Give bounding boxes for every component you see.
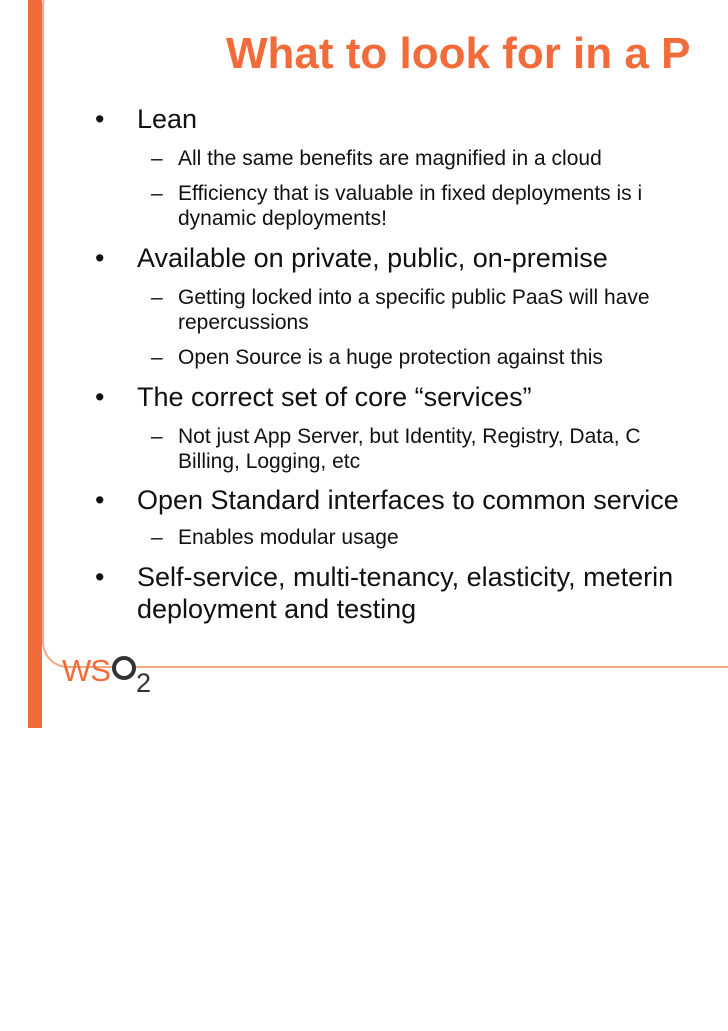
bullet-continuation bbox=[137, 594, 416, 624]
dash-glyph: – bbox=[151, 346, 163, 369]
wso2-o-icon bbox=[112, 656, 136, 680]
bullet-item bbox=[95, 562, 674, 592]
sub-bullet-item bbox=[151, 146, 602, 171]
bullet-item bbox=[95, 104, 198, 134]
bullet-text: Open Standard interfaces to common service bbox=[137, 485, 679, 515]
bullet-glyph: • bbox=[95, 562, 105, 592]
bullet-glyph: • bbox=[95, 104, 105, 134]
slide-title: What to look for in a P bbox=[226, 29, 691, 78]
sub-bullet-text: Open Source is a huge protection against this bbox=[178, 346, 603, 369]
bullet-text: Self-service, multi-tenancy, elasticity, meterin bbox=[137, 562, 674, 592]
sub-bullet-item bbox=[151, 345, 603, 370]
sub-bullet-continuation bbox=[178, 449, 360, 474]
logo-wordmark: WS bbox=[62, 653, 110, 688]
sub-bullet-continuation bbox=[178, 206, 387, 231]
left-accent-bar bbox=[28, 0, 42, 728]
sub-bullet-item bbox=[151, 424, 641, 449]
sub-bullet-text: Enables modular usage bbox=[178, 526, 399, 549]
wso2-logo bbox=[62, 650, 162, 696]
sub-bullet-item bbox=[151, 285, 650, 310]
sub-bullet-text: dynamic deployments! bbox=[178, 207, 387, 230]
sub-bullet-text: Billing, Logging, etc bbox=[178, 450, 361, 473]
bullet-text: The correct set of core “services” bbox=[137, 382, 532, 412]
logo-suffix: 2 bbox=[136, 668, 152, 698]
dash-glyph: – bbox=[151, 526, 163, 549]
bullet-glyph: • bbox=[95, 485, 105, 515]
bullet-glyph: • bbox=[95, 382, 105, 412]
sub-bullet-item bbox=[151, 181, 643, 206]
bullet-item bbox=[95, 382, 532, 412]
sub-bullet-text: Not just App Server, but Identity, Registry, Data, C bbox=[178, 425, 641, 448]
bullet-text: Available on private, public, on-premise bbox=[137, 243, 608, 273]
bullet-text: deployment and testing bbox=[137, 594, 417, 624]
dash-glyph: – bbox=[151, 182, 163, 205]
sub-bullet-text: All the same benefits are magnified in a cloud bbox=[178, 147, 602, 170]
sub-bullet-text: repercussions bbox=[178, 311, 309, 334]
dash-glyph: – bbox=[151, 147, 163, 170]
bullet-item bbox=[95, 243, 608, 273]
sub-bullet-text: Getting locked into a specific public PaaS will have bbox=[178, 286, 650, 309]
dash-glyph: – bbox=[151, 286, 163, 309]
sub-bullet-text: Efficiency that is valuable in fixed deployments is i bbox=[178, 182, 643, 205]
sub-bullet-item bbox=[151, 525, 399, 550]
bullet-glyph: • bbox=[95, 243, 105, 273]
dash-glyph: – bbox=[151, 425, 163, 448]
sub-bullet-continuation bbox=[178, 310, 309, 335]
bullet-item bbox=[95, 485, 679, 515]
bullet-text: Lean bbox=[137, 104, 198, 134]
